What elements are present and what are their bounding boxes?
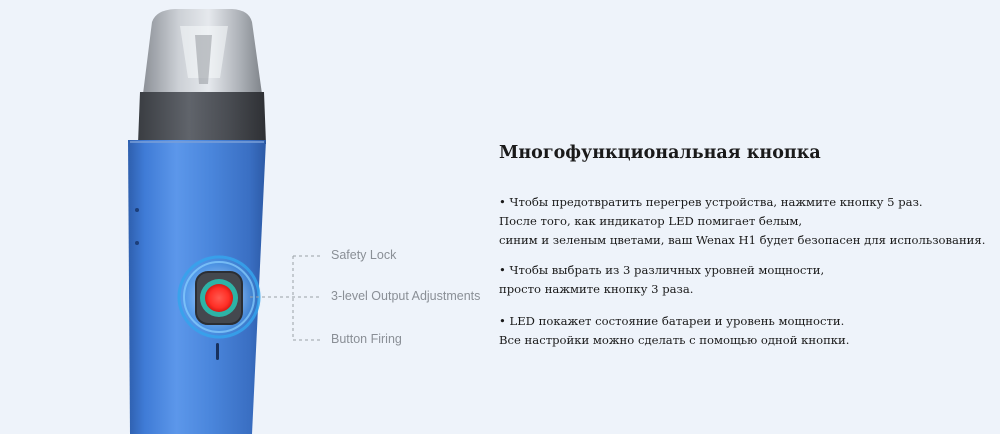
button-slot: [216, 343, 219, 360]
paragraph-power-levels: [499, 261, 824, 299]
paragraph-line: синим и зеленым цветами, ваш Wenax H1 будет безопасен для использования.: [499, 233, 986, 247]
side-dot-bottom: [135, 241, 139, 245]
led-indicator: [205, 284, 233, 312]
callout-button-firing: Button Firing: [331, 332, 402, 346]
pod-collar: [138, 92, 266, 144]
paragraph-overheat: [499, 193, 985, 250]
paragraph-line: Все настройки можно сделать с помощью одной кнопки.: [499, 333, 850, 347]
paragraph-line: просто нажмите кнопку 3 раза.: [499, 282, 694, 296]
callout-safety-lock: Safety Lock: [331, 248, 397, 262]
paragraph-line: • Чтобы предотвратить перегрев устройства, нажмите кнопку 5 раз.: [499, 195, 923, 209]
side-dot-top: [135, 208, 139, 212]
paragraph-line: После того, как индикатор LED помигает белым,: [499, 214, 803, 228]
paragraph-line: • LED покажет состояние батареи и уровень мощности.: [499, 314, 845, 328]
paragraph-led: [499, 312, 849, 350]
section-heading: Многофункциональная кнопка: [499, 143, 821, 163]
callout-output-adjustments: 3-level Output Adjustments: [331, 289, 481, 303]
paragraph-line: • Чтобы выбрать из 3 различных уровней мощности,: [499, 263, 825, 277]
